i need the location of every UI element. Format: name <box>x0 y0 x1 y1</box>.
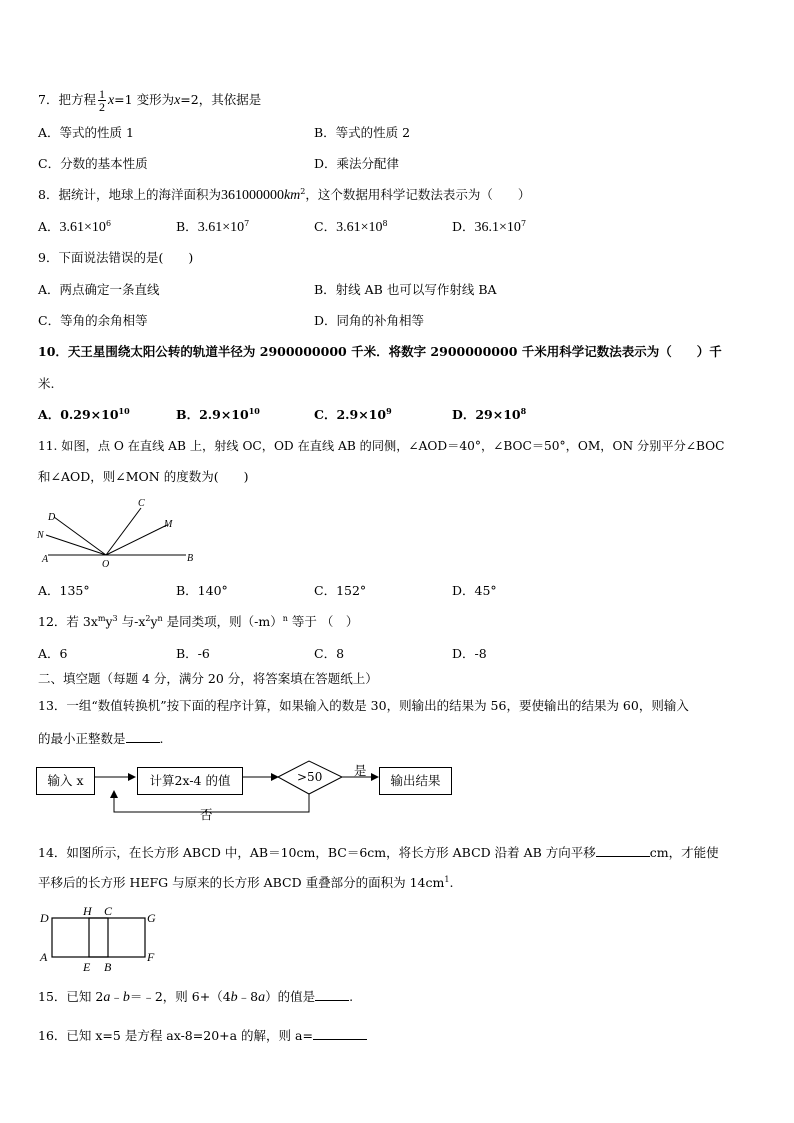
q7-var2: x <box>174 93 181 108</box>
q12-sup-n: n <box>157 613 163 623</box>
q9-option-d: D．同角的补角相等 <box>314 313 425 328</box>
q12-sup-n2: n <box>282 613 288 623</box>
flow-no-label: 否 <box>200 807 213 822</box>
q10-b-label: B． <box>176 407 200 422</box>
label-h: H <box>83 904 92 918</box>
q7-option-b: B．等式的性质 2 <box>314 125 411 140</box>
q14-line2-end: . <box>449 875 454 890</box>
q11-option-a: A．135° <box>38 583 90 598</box>
q8-c-mant: 3.61×10 <box>336 220 383 235</box>
section-2-heading: 二、填空题（每题 4 分，满分 20 分，将答案填在答题纸上） <box>38 671 378 686</box>
q7-stem <box>38 88 261 113</box>
q15-a: 15．已知 2 <box>38 989 104 1004</box>
q7-end: =2，其依据是 <box>180 92 262 107</box>
q10-line1: 10．天王星围绕太阳公转的轨道半径为 2900000000 千米．将数字 2900000000 千米用科学记数法表示为（ ）千 <box>38 344 722 359</box>
q10-c-mant: 2.9×10 <box>336 407 387 422</box>
q11-line1: 11. 如图，点 O 在直线 AB 上，射线 OC，OD 在直线 AB 的同侧，∠AOD＝40°，∠BOC＝50°，OM，ON 分别平分∠BOC <box>38 439 725 453</box>
q16-stem <box>38 1026 367 1045</box>
flow-compute-box: 计算2x-4 的值 <box>137 767 243 795</box>
q7-option-a: A．等式的性质 1 <box>38 125 134 140</box>
q14-line2 <box>38 874 453 892</box>
ray-on <box>46 535 106 555</box>
q9-option-c: C．等角的余角相等 <box>38 313 148 328</box>
q15-j: . <box>349 989 354 1004</box>
q7-fraction <box>98 88 106 113</box>
q8-a-label: A． <box>38 219 60 234</box>
q8-d-mant: 36.1×10 <box>474 220 521 235</box>
label-e: E <box>83 960 91 974</box>
q7-frac-den: 2 <box>98 100 105 114</box>
q12-d: y <box>150 614 158 629</box>
q14-line2-text: 平移后的长方形 HEFG 与原来的长方形 ABCD 重叠部分的面积为 14cm <box>38 875 445 890</box>
q7-prefix: 7．把方程 <box>38 92 96 107</box>
q13-line2 <box>38 729 164 748</box>
q8-b-exp: 7 <box>244 218 250 228</box>
q14-answer-blank[interactable] <box>596 843 650 857</box>
q14-line1-a: 14．如图所示，在长方形 ABCD 中，AB＝10cm，BC＝6cm，将长方形 ABCD 沿着 AB 方向平移 <box>38 845 596 860</box>
q12-stem <box>38 613 358 631</box>
q15-g: ﹣8 <box>237 989 259 1004</box>
q13-line2-text: 的最小正整数是 <box>38 731 126 746</box>
q8-a-exp: 6 <box>105 218 112 228</box>
q14-rectangle-figure <box>36 902 166 976</box>
q12-option-b: B．-6 <box>176 646 210 661</box>
label-g: G <box>147 911 156 925</box>
label-n: N <box>37 530 44 541</box>
label-b: B <box>104 960 112 974</box>
q12-e: 是同类项，则（-m） <box>162 614 283 629</box>
q8-suffix: ，这个数据用科学记数法表示为（ ） <box>305 187 531 202</box>
q9-option-b: B．射线 AB 也可以写作射线 BA <box>314 282 497 297</box>
q10-a-label: A． <box>38 407 61 422</box>
q8-b-mant: 3.61×10 <box>197 220 245 235</box>
q15-e: ＝﹣2，则 6+（4 <box>129 989 231 1004</box>
q13-answer-blank[interactable] <box>126 729 160 743</box>
label-c: C <box>138 498 145 509</box>
q10-c-exp: 9 <box>386 405 392 416</box>
q8-unit-exp: 2 <box>300 186 306 196</box>
flow-output-box: 输出结果 <box>379 767 452 795</box>
q12-a: 12．若 3x <box>38 614 98 629</box>
ray-om <box>106 525 167 555</box>
q8-c-exp: 8 <box>382 218 388 228</box>
q9-stem: 9．下面说法错误的是( ) <box>38 250 194 265</box>
label-f: F <box>147 950 155 964</box>
q7-mid: =1 变形为 <box>114 92 175 107</box>
ray-od <box>54 517 106 555</box>
q11-angle-figure <box>34 496 204 572</box>
q10-line2: 米. <box>38 376 55 391</box>
label-o: O <box>102 559 110 570</box>
flow-condition-label: >50 <box>297 770 323 784</box>
q7-frac-num: 1 <box>98 87 105 101</box>
q15-f: b <box>230 990 238 1005</box>
q8-prefix: 8．据统计，地球上的海洋面积为 <box>38 187 221 202</box>
q10-option-b <box>176 406 260 424</box>
q10-d-label: D． <box>452 407 476 422</box>
q8-unit: km <box>283 188 301 203</box>
label-a: A <box>40 950 48 964</box>
q8-stem <box>38 186 530 205</box>
q10-a-mant: 0.29×10 <box>60 407 119 422</box>
q12-sup-m: m <box>97 613 106 623</box>
q15-stem <box>38 987 353 1007</box>
q15-d: b <box>122 990 130 1005</box>
q13-line2-end: . <box>159 731 164 746</box>
q11-option-d: D．45° <box>452 583 497 598</box>
q10-b-mant: 2.9×10 <box>199 407 249 422</box>
label-m: M <box>164 519 173 530</box>
q8-c-label: C． <box>314 219 337 234</box>
label-c: C <box>104 904 113 918</box>
q10-b-exp: 10 <box>248 405 260 416</box>
rect-abcd-left <box>52 918 108 957</box>
q11-option-c: C．152° <box>314 583 367 598</box>
q8-d-label: D． <box>452 219 475 234</box>
q12-option-d: D．-8 <box>452 646 487 661</box>
q10-a-exp: 10 <box>118 405 130 416</box>
q7-option-c: C．分数的基本性质 <box>38 156 148 171</box>
q8-option-b <box>176 218 249 237</box>
q8-b-label: B． <box>176 219 198 234</box>
q14-line2-exp: 1 <box>444 874 450 884</box>
label-d: D <box>40 911 49 925</box>
q8-a-mant: 3.61×10 <box>59 220 106 235</box>
q10-option-c <box>314 406 392 424</box>
rect-hefg <box>89 918 145 957</box>
label-a: A <box>42 554 49 565</box>
ray-oc <box>106 508 141 555</box>
q11-line2: 和∠AOD，则∠MON 的度数为( ) <box>38 469 249 484</box>
q12-c: 与-x <box>117 614 146 629</box>
q10-d-exp: 8 <box>520 405 527 416</box>
q16-text: 16．已知 x=5 是方程 ax-8=20+a 的解，则 a= <box>38 1028 313 1043</box>
q15-b: a <box>103 990 111 1005</box>
q12-b: y <box>105 614 113 629</box>
q11-option-b: B．140° <box>176 583 228 598</box>
q12-sup-3: 3 <box>112 613 118 623</box>
q15-i: ）的值是 <box>265 989 316 1004</box>
q12-f: 等于 （ ） <box>287 614 359 629</box>
q8-number: 361000000 <box>220 188 284 203</box>
q15-c: ﹣ <box>110 989 123 1004</box>
q9-option-a: A．两点确定一条直线 <box>38 282 160 297</box>
q16-answer-blank[interactable] <box>313 1026 367 1040</box>
q14-line1 <box>38 843 719 862</box>
q15-h: a <box>258 990 266 1005</box>
q12-sup-2: 2 <box>145 613 151 623</box>
q14-line1-b: cm，才能使 <box>649 845 719 860</box>
q13-line1: 13．一组“数值转换机”按下面的程序计算，如果输入的数是 30，则输出的结果为 56，要使输出的结果为 60，则输入 <box>38 698 689 713</box>
q10-c-label: C． <box>314 407 337 422</box>
q10-option-d <box>452 406 526 424</box>
q15-answer-blank[interactable] <box>315 987 349 1001</box>
q12-option-a: A．6 <box>38 646 68 661</box>
q8-option-c <box>314 218 388 237</box>
q10-d-mant: 29×10 <box>475 407 521 422</box>
q8-d-exp: 7 <box>520 218 527 228</box>
flow-yes-label: 是 <box>354 763 367 778</box>
q10-option-a <box>38 406 130 424</box>
q12-option-c: C．8 <box>314 646 345 661</box>
q7-option-d: D．乘法分配律 <box>314 156 400 171</box>
flow-input-box: 输入 x <box>36 767 95 795</box>
q8-option-a <box>38 218 111 237</box>
q8-option-d <box>452 218 526 237</box>
label-d: D <box>48 512 56 523</box>
q7-var: x <box>107 93 115 108</box>
label-b: B <box>187 553 194 564</box>
